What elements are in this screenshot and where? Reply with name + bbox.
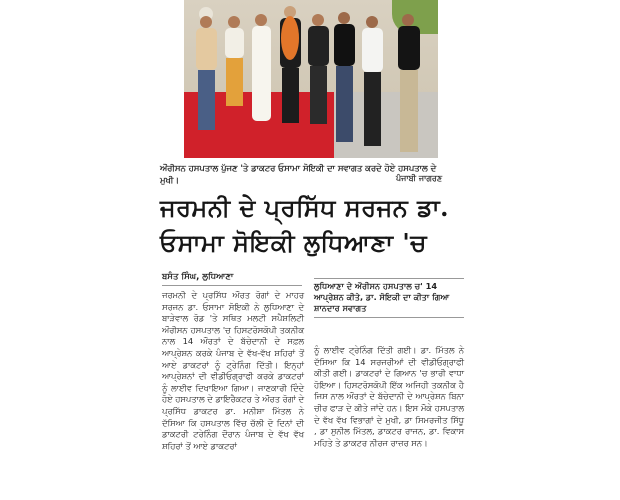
- photo-caption: ਔਰੀਸਨ ਹਸਪਤਾਲ ਪੁੱਜਣ 'ਤੇ ਡਾਕਟਰ ਓਸਾਮਾ ਸੋਇਕੀ ਦਾ ਸਵਾਗਤ ਕਰਦੇ ਹੋਏ ਹਸਪਤਾਲ ਦੇ ਮੁਖੀ।: [160, 163, 437, 185]
- people-figures: [184, 0, 438, 158]
- article-column-2: ਨੂੰ ਲਾਈਵ ਟ੍ਰੇਨਿੰਗ ਦਿੱਤੀ ਗਈ। ਡਾ. ਮਿੱਤਲ ਨੇ ਦੱਸਿਆ ਕਿ 14 ਸਰਜਰੀਆਂ ਦੀ ਵੀਡੀਓਗ੍ਰਾਫੀ ਕੀਤੀ ਗਈ। ਡਾਕਟਰਾਂ ਦੇ ਗਿਆਨ 'ਚ ਭਾਰੀ ਵਾਧਾ ਹੋਇਆ। ਹਿਸਟਰੋਸਕੋਪੀ ਇੱਕ ਅਜਿਹੀ ਤਕਨੀਕ ਹੈ ਜਿਸ ਨਾਲ ਔਰਤਾਂ ਦੇ ਬੱਚੇਦਾਨੀ ਦੇ ਆਪ੍ਰੇਸ਼ਨ ਬਿਨਾ ਚੀਰ ਫਾੜ ਦੇ ਕੀਤੇ ਜਾਂਦੇ ਹਨ। ਇਸ ਮੌਕੇ ਹਸਪਤਾਲ ਦੇ ਵੱਖ ਵੱਖ ਵਿਭਾਗਾਂ ਦੇ ਮੁਖੀ, ਡਾ ਸਿਮਰਜੀਤ ਸਿੱਧੂ , ਡਾ ਸੁਨੀਲ ਮਿੱਤਲ, ਡਾਕਟਰ ਰਾਜਨ, ਡਾ. ਵਿਕਾਸ ਮਹਿਤੇ ਤੇ ਡਾਕਟਰ ਨੀਰਜ ਰਾਜ਼ਰ ਸਨ।: [314, 345, 464, 448]
- headline: ਜਰਮਨੀ ਦੇ ਪ੍ਰਸਿੱਧ ਸਰਜਨ ਡਾ. ਓਸਾਮਾ ਸੋਇਕੀ ਲੁਧਿਆਣਾ 'ਚ: [160, 193, 449, 257]
- byline-divider: [162, 285, 302, 286]
- article-column-1: ਜਰਮਨੀ ਦੇ ਪ੍ਰਸਿੱਧ ਔਰਤ ਰੋਗਾਂ ਦੇ ਮਾਹਰ ਸਰਜਨ ਡਾ. ਓਸਾਮਾ ਸੋਇਕੀ ਨੇ ਲੁਧਿਆਣਾ ਦੇ ਬਾੜੇਵਾਲ ਰੋਡ 'ਤੇ ਸਥਿਤ ਮਲਟੀ ਸਪੈਸ਼ਲਿਟੀ ਔਰੀਸਨ ਹਸਪਤਾਲ 'ਚ ਹਿਸਟਰੋਸਕੋਪੀ ਤਕਨੀਕ ਨਾਲ 14 ਔਰਤਾਂ ਦੇ ਬੱਚੇਦਾਨੀ ਦੇ ਸਫ਼ਲ ਆਪ੍ਰੇਸ਼ਨ ਕਰਕੇ ਪੰਜਾਬ ਦੇ ਵੱਖ-ਵੱਖ ਸ਼ਹਿਰਾਂ ਤੋਂ ਆਏ ਡਾਕਟਰਾਂ ਨੂੰ ਟ੍ਰੇਨਿੰਗ ਦਿੱਤੀ। ਇਨ੍ਹਾਂ ਆਪ੍ਰੇਸ਼ਨਾਂ ਦੀ ਵੀਡੀਓਗ੍ਰਾਫੀ ਕਰਕੇ ਡਾਕਟਰਾਂ ਨੂੰ ਲਾਈਵ ਦਿਖਾਇਆ ਗਿਆ। ਜਾਣਕਾਰੀ ਦਿੰਦੇ ਹੋਏ ਹਸਪਤਾਲ ਦੇ ਡਾਇਰੈਕਟਰ ਤੇ ਔਰਤ ਰੋਗਾਂ ਦੇ ਪ੍ਰਸਿੱਧ ਡਾਕਟਰ ਡਾ. ਮਨੀਸ਼ਾ ਮਿੱਤਲ ਨੇ ਦੱਸਿਆ ਕਿ ਹਸਪਤਾਲ ਵਿੱਚ ਚੱਲੀ ਦੋ ਦਿਨਾਂ ਦੀ ਡਾਕਟਰੀ ਟਰੇਨਿੰਗ ਦੌਰਾਨ ਪੰਜਾਬ ਦੇ ਵੱਖ ਵੱਖ ਸ਼ਹਿਰਾਂ ਤੋਂ ਆਏ ਡਾਕਟਰਾਂ: [162, 290, 304, 451]
- group-photo: [184, 0, 438, 158]
- byline: ਬਸੰਤ ਸਿੰਘ, ਲੁਧਿਆਣਾ: [162, 272, 234, 282]
- photo-credit: ਪੰਜਾਬੀ ਜਾਗਰਣ: [396, 174, 443, 183]
- highlight-box: ਲੁਧਿਆਣਾ ਦੇ ਔਰੀਸਨ ਹਸਪਤਾਲ ਚ' 14 ਆਪ੍ਰੇਸ਼ਨ ਕੀਤੇ, ਡਾ. ਸੋਇਕੀ ਦਾ ਕੀਤਾ ਗਿਆ ਸ਼ਾਨਦਾਰ ਸਵਾਗਤ: [314, 278, 464, 318]
